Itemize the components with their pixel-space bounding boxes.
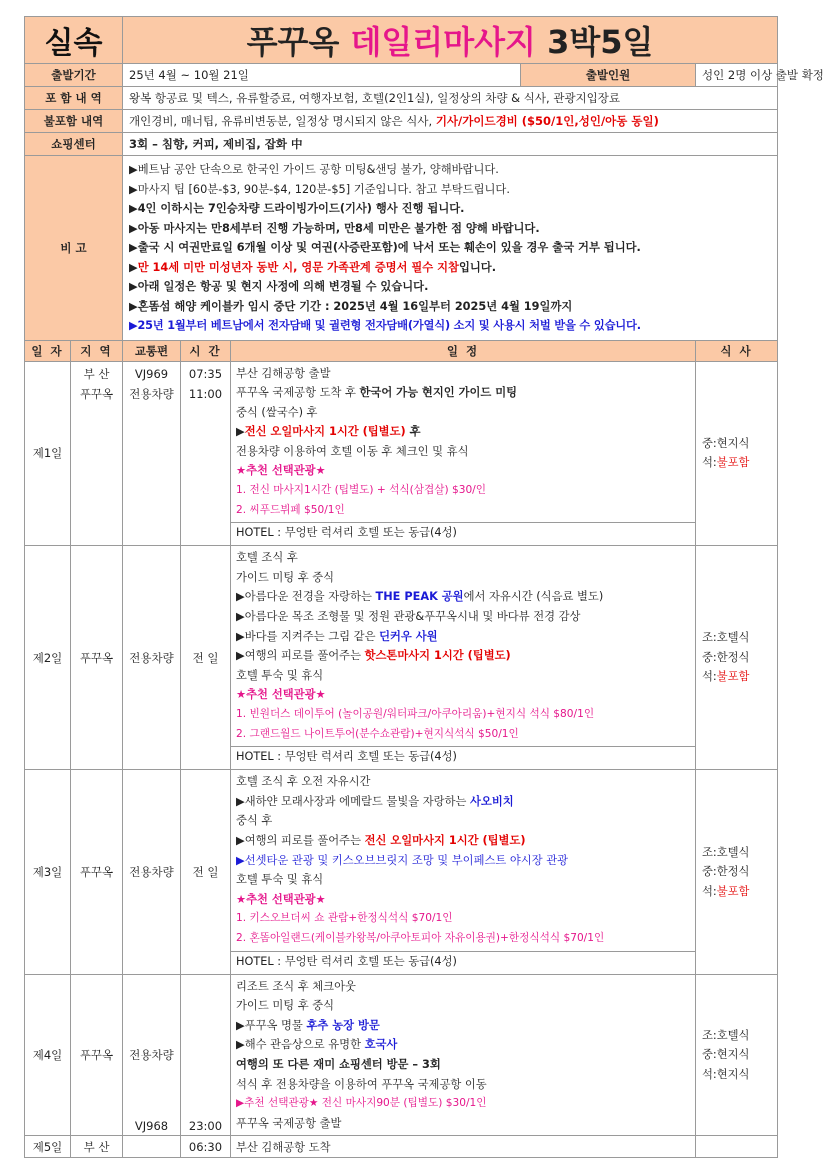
hotel-info: HOTEL : 무엉탄 럭셔리 호텔 또는 동급(4성) [231, 746, 695, 767]
schedule-line: 부산 김해공항 출발 [236, 366, 331, 380]
day-transport [123, 974, 181, 1136]
note-line: ▶베트남 공안 단속으로 한국인 가이드 공항 미팅&샌딩 불가, 양해바랍니다. [129, 163, 499, 176]
schedule-line: 전용차량 이용하여 호텔 이동 후 체크인 및 휴식 [236, 444, 469, 458]
schedule-line [236, 383, 690, 403]
day-region: 푸꾸옥 [71, 546, 123, 770]
schedule-header [25, 340, 778, 361]
day-4-row [25, 974, 778, 1136]
note-line-ecig: ▶25년 1월부터 베트남에서 전자담배 및 궐련형 전자담배(가열식) 소지 및 사용시 처벌 받을 수 있습니다. [129, 319, 641, 332]
exclude-label: 불포함 내역 [25, 110, 123, 133]
optional-tour-title: ★추천 선택관광★ [236, 464, 326, 478]
itinerary-document [24, 16, 824, 1158]
schedule-highlight: 사오비치 [470, 794, 514, 808]
schedule-bullet: ▶ [236, 425, 245, 439]
day-region [71, 361, 123, 546]
schedule-text: ▶푸꾸옥 명물 [236, 1018, 307, 1032]
note-bullet: ▶ [129, 260, 138, 274]
day-meals [696, 361, 778, 546]
note-line: ▶아래 일정은 항공 및 현지 사정에 의해 변경될 수 있습니다. [129, 280, 429, 293]
day-label: 제3일 [25, 770, 71, 974]
optional-tour-title: ★추천 선택관광★ [236, 892, 326, 906]
day-transport [123, 1136, 181, 1158]
hotel-info: HOTEL : 무엉탄 럭셔리 호텔 또는 동급(4성) [231, 522, 695, 543]
region-arrival: 푸꾸옥 [79, 386, 114, 401]
day-5-row [25, 1136, 778, 1158]
day-time: 전 일 [181, 546, 231, 770]
header-meal: 식 사 [696, 340, 778, 361]
schedule-text: ▶여행의 피로를 풀어주는 [236, 649, 365, 663]
schedule-highlight: 후추 농장 방문 [306, 1018, 380, 1032]
region-departure: 부 산 [83, 366, 110, 381]
shopping-row [25, 133, 778, 156]
meal-dinner-label: 석: [702, 884, 717, 898]
optional-tour-item: 1. 전신 마사지1시간 (팁별도) + 석식(삼겹살) $30/인 [236, 484, 486, 497]
schedule-line [236, 627, 690, 647]
meal-dinner [702, 882, 771, 902]
meal-breakfast: 조:호텔식 [702, 1028, 750, 1042]
day-schedule [231, 974, 696, 1136]
transport-vehicle: 전용차량 [129, 1047, 174, 1062]
day-meals [696, 974, 778, 1136]
schedule-highlight: 전신 오일마사지 1시간 (팁별도) [364, 833, 526, 847]
day-time: 전 일 [181, 770, 231, 974]
meal-dinner: 석:현지식 [702, 1067, 750, 1081]
schedule-text: ▶여행의 피로를 풀어주는 [236, 833, 365, 847]
day-label: 제4일 [25, 974, 71, 1136]
schedule-text: 푸꾸옥 국제공항 도착 후 [236, 386, 360, 400]
schedule-line: 푸꾸옥 국제공항 출발 [236, 1116, 342, 1130]
schedule-text: ▶새하얀 모래사장과 에메랄드 물빛을 자랑하는 [236, 794, 470, 808]
optional-tour-title: ★추천 선택관광★ [236, 688, 326, 702]
schedule-highlight: THE PEAK 공원 [375, 590, 464, 604]
schedule-line [236, 646, 690, 666]
title-badge: 실속 [25, 17, 123, 64]
schedule-text: 에서 자유시간 (식음료 별도) [463, 590, 604, 604]
day-time: 06:30 [181, 1136, 231, 1158]
day-transport [123, 361, 181, 546]
optional-tour-item: 2. 혼똠아일랜드(케이블카왕복/아쿠아토피아 자유이용권)+한정식석식 $70/1인 [236, 931, 605, 944]
schedule-highlight: 핫스톤마사지 1시간 (팁별도) [364, 649, 511, 663]
schedule-line: ▶선셋타운 관광 및 키스오브브릿지 조망 및 부이페스트 야시장 관광 [236, 853, 569, 867]
exclude-row [25, 110, 778, 133]
day-region: 푸꾸옥 [71, 974, 123, 1136]
title-product: 데일리마사지 [350, 23, 536, 61]
people-value-text: 성인 2명 이상 출발 확정 [702, 68, 824, 82]
notes-label: 비 고 [25, 156, 123, 341]
header-time: 시 간 [181, 340, 231, 361]
time-arrival: 11:00 [188, 386, 223, 401]
schedule-text: ▶해수 관음상으로 유명한 [236, 1038, 365, 1052]
day-1-row [25, 361, 778, 546]
day-3-row [25, 770, 778, 974]
day-label: 제2일 [25, 546, 71, 770]
schedule-line [236, 422, 690, 442]
day-2-row [25, 546, 778, 770]
schedule-line [236, 587, 690, 607]
schedule-line [236, 792, 690, 812]
day-meals [696, 770, 778, 974]
header-transport: 교통편 [123, 340, 181, 361]
meal-dinner-excluded: 불포함 [716, 456, 750, 470]
note-line: ▶혼똠섬 해양 케이블카 임시 중단 기간 : 2025년 4월 16일부터 2025년 4월 19일까지 [129, 299, 573, 313]
optional-tour-item: 1. 빈원더스 데이투어 (놀이공원/워터파크/아쿠아리움)+현지식 석식 $80/1인 [236, 708, 595, 720]
note-minor-suffix: 입니다. [458, 260, 496, 274]
schedule-line: 여행의 또 다른 재미 쇼핑센터 방문 – 3회 [236, 1057, 441, 1071]
period-row [25, 64, 778, 87]
note-line: ▶4인 이하시는 7인승차량 드라이빙가이드(기사) 행사 진행 됩니다. [129, 202, 465, 215]
schedule-highlight: 한국어 가능 현지인 가이드 미팅 [359, 386, 518, 400]
header-schedule: 일 정 [231, 340, 696, 361]
optional-tour-item: 1. 키스오브더씨 쇼 관람+한정식석식 $70/1인 [236, 912, 453, 925]
meal-breakfast: 조:호텔식 [702, 631, 750, 645]
schedule-line: 호텔 투숙 및 휴식 [236, 873, 324, 887]
meal-breakfast: 조:호텔식 [702, 845, 750, 859]
meal-lunch: 중:현지식 [702, 1048, 750, 1062]
schedule-line: 호텔 조식 후 오전 자유시간 [236, 775, 371, 789]
flight-number: VJ968 [134, 1119, 169, 1134]
shopping-label: 쇼핑센터 [25, 133, 123, 156]
title-duration: 3박5일 [547, 23, 654, 61]
include-value: 왕복 항공료 및 텍스, 유류할증료, 여행자보험, 호텔(2인1실), 일정상의 차량 & 식사, 관광지입장료 [123, 87, 778, 110]
schedule-highlight: 딘커우 사원 [379, 629, 438, 643]
day-time [181, 361, 231, 546]
exclude-value-guide-fee: 기사/가이드경비 ($50/1인,성인/아동 동일) [435, 114, 659, 128]
meal-lunch: 중:현지식 [702, 436, 750, 450]
title-row [25, 17, 778, 64]
period-value: 25년 4월 ~ 10월 21일 [123, 64, 521, 87]
schedule-line [236, 1035, 690, 1055]
schedule-line: 가이드 미팅 후 중식 [236, 570, 335, 584]
include-row [25, 87, 778, 110]
day-transport: 전용차량 [123, 770, 181, 974]
schedule-line: 리조트 조식 후 체크아웃 [236, 979, 356, 993]
schedule-line: 호텔 조식 후 [236, 551, 298, 565]
optional-tour-item: 2. 씨푸드뷔페 $50/1인 [236, 503, 345, 516]
schedule-line: 호텔 투숙 및 휴식 [236, 668, 324, 682]
day-region: 부 산 [71, 1136, 123, 1158]
note-line: ▶출국 시 여권만료일 6개월 이상 및 여권(사증란포함)에 낙서 또는 훼손이 있을 경우 출국 거부 됩니다. [129, 241, 641, 254]
schedule-highlight: 호국사 [364, 1038, 398, 1052]
note-line: ▶마사지 팁 [60분-$3, 90분-$4, 120분-$5] 기준입니다. 참고 부탁드립니다. [129, 182, 510, 196]
header-date: 일 자 [25, 340, 71, 361]
transport-vehicle: 전용차량 [129, 386, 174, 401]
period-label: 출발기간 [25, 64, 123, 87]
meal-dinner-label: 석: [702, 670, 717, 684]
optional-tour-item: 2. 그랜드월드 나이트투어(분수쇼관람)+현지식석식 $50/1인 [236, 727, 519, 740]
schedule-line [236, 1016, 690, 1036]
schedule-highlight: 전신 오일마사지 1시간 (팁별도) [244, 425, 406, 439]
schedule-text: ▶아름다운 전경을 자랑하는 [236, 590, 376, 604]
flight-number: VJ969 [134, 366, 169, 381]
schedule-line: 가이드 미팅 후 중식 [236, 999, 335, 1013]
meal-dinner [702, 453, 771, 473]
exclude-value-text: 개인경비, 매너팁, 유류비변동분, 일정상 명시되지 않은 식사, [129, 114, 436, 128]
hotel-info: HOTEL : 무엉탄 럭셔리 호텔 또는 동급(4성) [231, 951, 695, 972]
day-schedule [231, 361, 696, 546]
title-destination: 푸꾸옥 [246, 23, 340, 61]
exclude-value [123, 110, 778, 133]
schedule-line: 중식 (쌀국수) 후 [236, 405, 318, 419]
day-schedule [231, 770, 696, 974]
note-minor-red: 만 14세 미만 미성년자 동반 시, 영문 가족관계 증명서 필수 지참 [137, 260, 459, 274]
page-title [123, 17, 778, 64]
day-meals [696, 546, 778, 770]
day-region: 푸꾸옥 [71, 770, 123, 974]
day-transport: 전용차량 [123, 546, 181, 770]
itinerary-table [24, 16, 824, 1158]
day-time: 23:00 [181, 974, 231, 1136]
shopping-value: 3회 – 침향, 커피, 제비집, 잡화 中 [123, 133, 778, 156]
schedule-line: 중식 후 [236, 814, 273, 828]
header-region: 지 역 [71, 340, 123, 361]
schedule-text: 후 [405, 425, 421, 439]
schedule-text: ▶바다를 지켜주는 그림 같은 [236, 629, 380, 643]
people-value [696, 64, 824, 87]
day-meals [696, 1136, 778, 1158]
schedule-line: ▶아름다운 목조 조형물 및 정원 관광&푸꾸옥시내 및 바다뷰 전경 감상 [236, 610, 581, 624]
day-schedule [231, 546, 696, 770]
day-label: 제1일 [25, 361, 71, 546]
schedule-line: 석식 후 전용차량을 이용하여 푸꾸옥 국제공항 이동 [236, 1077, 487, 1091]
note-line-minor-notice [129, 258, 771, 278]
meal-lunch: 중:한정식 [702, 865, 750, 879]
day-label: 제5일 [25, 1136, 71, 1158]
meal-dinner [702, 667, 771, 687]
note-line: ▶아동 마사지는 만8세부터 진행 가능하며, 만8세 미만은 불가한 점 양해 바랍니다. [129, 221, 540, 235]
schedule-line [236, 831, 690, 851]
notes-content [123, 156, 778, 341]
notes-row [25, 156, 778, 341]
include-label: 포 함 내 역 [25, 87, 123, 110]
meal-dinner-label: 석: [702, 456, 717, 470]
day-schedule: 부산 김해공항 도착 [231, 1136, 696, 1158]
meal-lunch: 중:한정식 [702, 650, 750, 664]
people-label: 출발인원 [521, 64, 696, 87]
meal-dinner-excluded: 불포함 [716, 884, 750, 898]
optional-tour-item: ▶추천 선택관광★ 전신 마사지90분 (팁별도) $30/1인 [236, 1097, 487, 1110]
meal-dinner-excluded: 불포함 [716, 670, 750, 684]
time-departure: 07:35 [188, 366, 223, 381]
